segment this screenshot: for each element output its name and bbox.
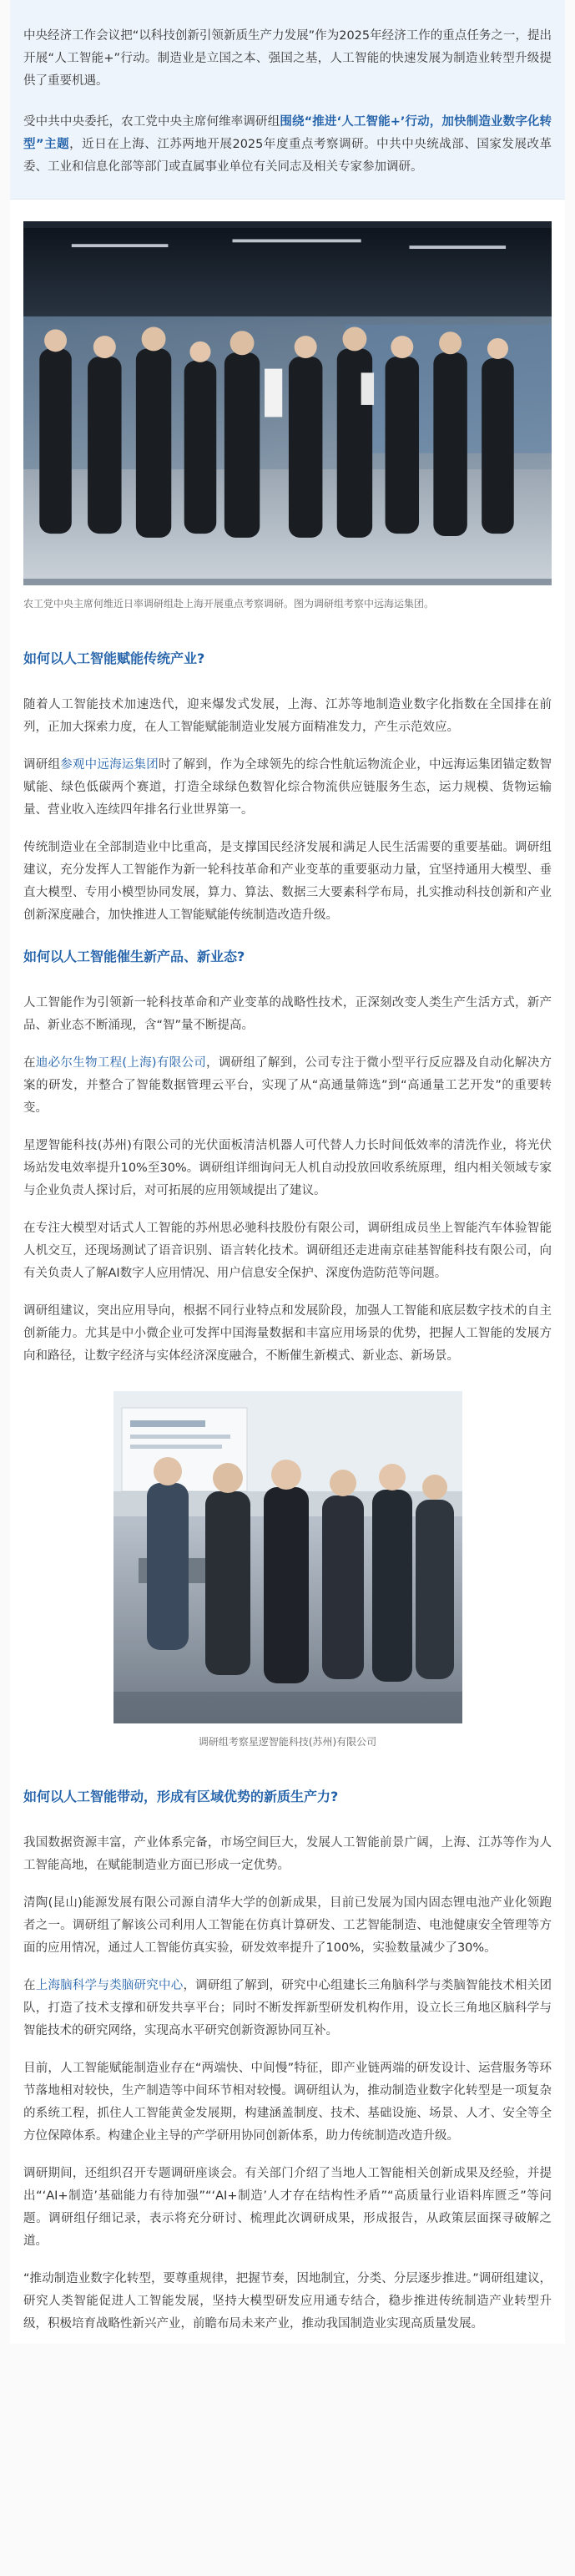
photo-1-wrapper	[10, 200, 565, 585]
photo-lab-visit	[113, 1391, 462, 1723]
section-1-paragraph-1: 随着人工智能技术加速迭代，迎来爆发式发展，上海、江苏等地制造业数字化指数在全国排在前列，正加大探索力度，在人工智能赋能制造业发展方面精准发力，产生示范效应。	[23, 698, 552, 734]
section-3-paragraph-3	[23, 1975, 552, 2042]
photo-2-illustration	[113, 1391, 462, 1723]
section-1-paragraph-3: 传统制造业在全部制造业中比重高，是支撑国民经济发展和满足人民生活需要的重要基础。调研组建议，充分发挥人工智能作为新一轮科技革命和产业变革的重要驱动力量，宜坚持通用大模型、垂直大模型、专用小模型协同发展，算力、算法、数据三大要素科学布局，扎实推动科技创新和产业创新深度融合，加快推进人工智能赋能传统制造改造升级。	[23, 841, 552, 922]
intro-box	[10, 0, 565, 200]
cosco-link[interactable]: 参观中远海运集团	[60, 758, 159, 772]
section-2-heading: 如何以人工智能催生新产品、新业态?	[23, 949, 245, 964]
photo-2-caption: 调研组考察星逻智能科技(苏州)有限公司	[10, 1723, 565, 1760]
photo-delegation-visit	[23, 221, 552, 585]
photo-2-wrapper	[10, 1376, 565, 1723]
section-3-paragraph-6: “推动制造业数字化转型，要尊重规律，把握节奏，因地制宜，分类、分层逐步推进。”调研组建议，研究人类智能促进人工智能发展，坚持大模型研发应用通专结合，稳步推进传统制造产业转型升级，积极培育战略性新兴产业，前瞻布局未来产业，推动我国制造业实现高质量发展。	[23, 2272, 552, 2331]
section-3-paragraph-2: 清陶(昆山)能源发展有限公司源自清华大学的创新成果，目前已发展为国内固态锂电池产业化领跑者之一。调研组了解该公司利用人工智能在仿真计算研发、工艺智能制造、电池健康安全管理等方面的应用情况，通过人工智能仿真实验，研发效率提升了100%，实验数量减少了30%。	[23, 1896, 552, 1955]
section-3-paragraph-4: 目前，人工智能赋能制造业存在“两端快、中间慢”特征，即产业链两端的研发设计、运营服务等环节落地相对较快，生产制造等中间环节相对较慢。调研组认为，推动制造业数字化转型是一项复杂的系统工程，抓住人工智能黄金发展期，构建涵盖制度、技术、基础设施、场景、人才、安全等全方位保障体系。构建企业主导的产学研用协同创新体系，助力传统制造改造升级。	[23, 2062, 552, 2143]
section-2-paragraph-3: 星逻智能科技(苏州)有限公司的光伏面板清洁机器人可代替人力长时间低效率的清洗作业，将光伏场站发电效率提升10%至30%。调研组详细询问无人机自动投放回收系统原理，组内相关领域专家与企业负责人探讨后，对可拓展的应用领域提出了建议。	[23, 1139, 552, 1197]
intro-paragraph-2	[23, 111, 552, 179]
section-1-paragraph-2	[23, 754, 552, 822]
s1p2-text: 调研组	[23, 758, 61, 772]
intro-text-cont: ，近日在上海、江苏两地开展2025年度重点考察调研。中共中央统战部、国家发展改革委、工业和信息化部等部门或直属事业单位有关同志及相关专家参加调研。	[23, 138, 552, 174]
section-3-paragraph-1: 我国数据资源丰富，产业体系完备，市场空间巨大，发展人工智能前景广阔，上海、江苏等作为人工智能高地，在赋能制造业方面已形成一定优势。	[23, 1836, 552, 1872]
s2p2-text: 在	[23, 1056, 36, 1070]
photo-1-illustration	[23, 221, 552, 585]
section-3-paragraph-5: 调研期间，还组织召开专题调研座谈会。有关部门介绍了当地人工智能相关创新成果及经验，并提出“‘AI+制造’基础能力有待加强”“‘AI+制造’人才存在结构性矛盾”“高质量行业语料库匮乏”等问题。调研组仔细记录，表示将充分研讨、梳理此次调研成果，形成报告，从政策层面探寻破解之道。	[23, 2167, 552, 2248]
photo-1-caption: 农工党中央主席何维近日率调研组赴上海开展重点考察调研。图为调研组考察中远海运集团。	[10, 585, 565, 622]
s1p2-text-cont: 时了解到，作为全球领先的综合性航运物流企业，中远海运集团锚定数智赋能、绿色低碳两个赛道，打造全球绿色数智化综合物流供应链服务生态，运力规模、货物运输量、营业收入连续四年排名行业世界第一。	[23, 758, 552, 817]
s3p3-text: 在	[23, 1979, 36, 1992]
section-1-heading: 如何以人工智能赋能传统产业?	[23, 650, 205, 666]
section-3-heading: 如何以人工智能带动，形成有区域优势的新质生产力?	[23, 1789, 339, 1804]
section-2-paragraph-5: 调研组建议，突出应用导向，根据不同行业特点和发展阶段，加强人工智能和底层数字技术的自主创新能力。尤其是中小微企业可发挥中国海量数据和丰富应用场景的优势，把握人工智能的发展方向和路径，让数字经济与实体经济深度融合，不断催生新模式、新业态、新场景。	[23, 1304, 552, 1363]
intro-highlight: 围绕“推进‘人工智能+’行动，加快制造业数字化转型”主题	[23, 115, 552, 151]
intro-paragraph-1: 中央经济工作会议把“以科技创新引领新质生产力发展”作为2025年经济工作的重点任务之一，提出开展“人工智能+”行动。制造业是立国之本、强国之基，人工智能的快速发展为制造业转型升级提供了重要机遇。	[23, 29, 552, 88]
s3p3-text-cont: ，调研组了解到，研究中心组建长三角脑科学与类脑智能技术相关团队，打造了技术支撑和研发共享平台；同时不断发挥新型研发机构作用，设立长三角地区脑科学与智能技术的研究网络，实现高水平研究创新资源协同互补。	[23, 1979, 552, 2037]
section-2-paragraph-4: 在专注大模型对话式人工智能的苏州思必驰科技股份有限公司，调研组成员坐上智能汽车体验智能人机交互，还现场测试了语音识别、语言转化技术。调研组还走进南京硅基智能科技有限公司，向有关负责人了解AI数字人应用情况、用户信息安全保护、深度伪造防范等问题。	[23, 1222, 552, 1280]
section-2-paragraph-2	[23, 1052, 552, 1120]
intro-text: 受中共中央委托，农工党中央主席何维率调研组	[23, 115, 280, 129]
brain-research-link[interactable]: 上海脑科学与类脑研究中心	[35, 1979, 184, 1992]
dbr-bio-link[interactable]: 迪必尔生物工程(上海)有限公司	[35, 1056, 207, 1070]
section-regional-advantage	[10, 1760, 565, 2344]
section-2-paragraph-1: 人工智能作为引领新一轮科技革命和产业变革的战略性技术，正深刻改变人类生产生活方式，新产品、新业态不断涌现，含“智”量不断提高。	[23, 996, 552, 1032]
section-traditional-industry	[10, 622, 565, 1376]
s2p2-text-cont: ，调研组了解到，公司专注于微小型平行反应器及自动化解决方案的研发，并整合了智能数据管理云平台，实现了从“高通量筛选”到“高通量工艺开发”的重要转变。	[23, 1056, 552, 1115]
